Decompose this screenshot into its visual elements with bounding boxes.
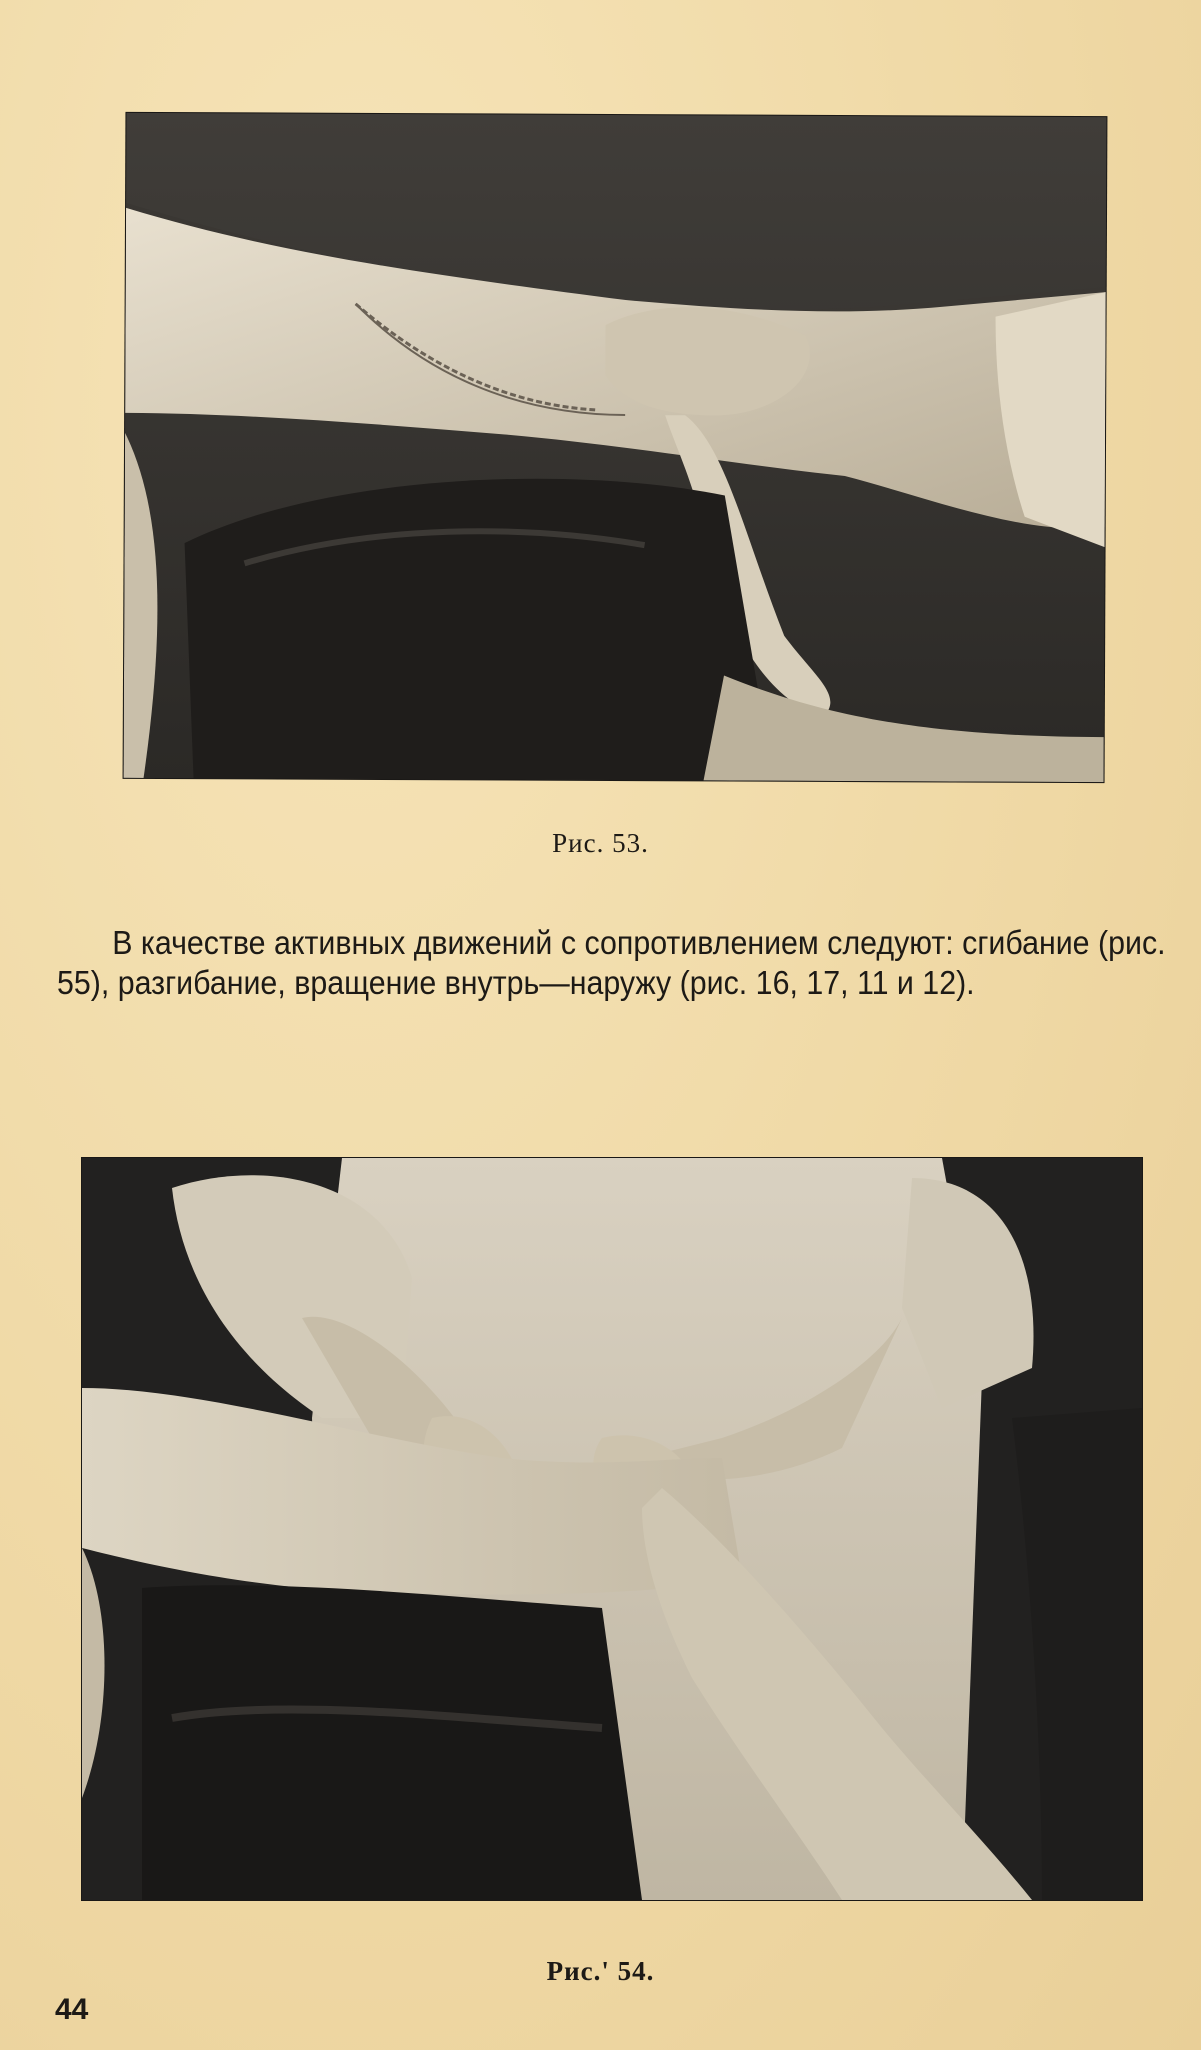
figure-54-photo — [82, 1158, 1142, 1900]
figure-53-caption: Рис. 53. — [552, 828, 649, 858]
paragraph-text: В качестве активных движений с сопротивлением следуют: сгибание (рис. 55), разгибание, вращение внутрь—наружу (рис. 16, 17, 11 и 12). — [57, 924, 1166, 1001]
body-paragraph — [57, 923, 1166, 1003]
page-number: 44 — [55, 1993, 89, 2026]
figure-53-photo — [124, 113, 1107, 782]
figure-54-caption: Рис.' 54. — [546, 1956, 655, 1986]
